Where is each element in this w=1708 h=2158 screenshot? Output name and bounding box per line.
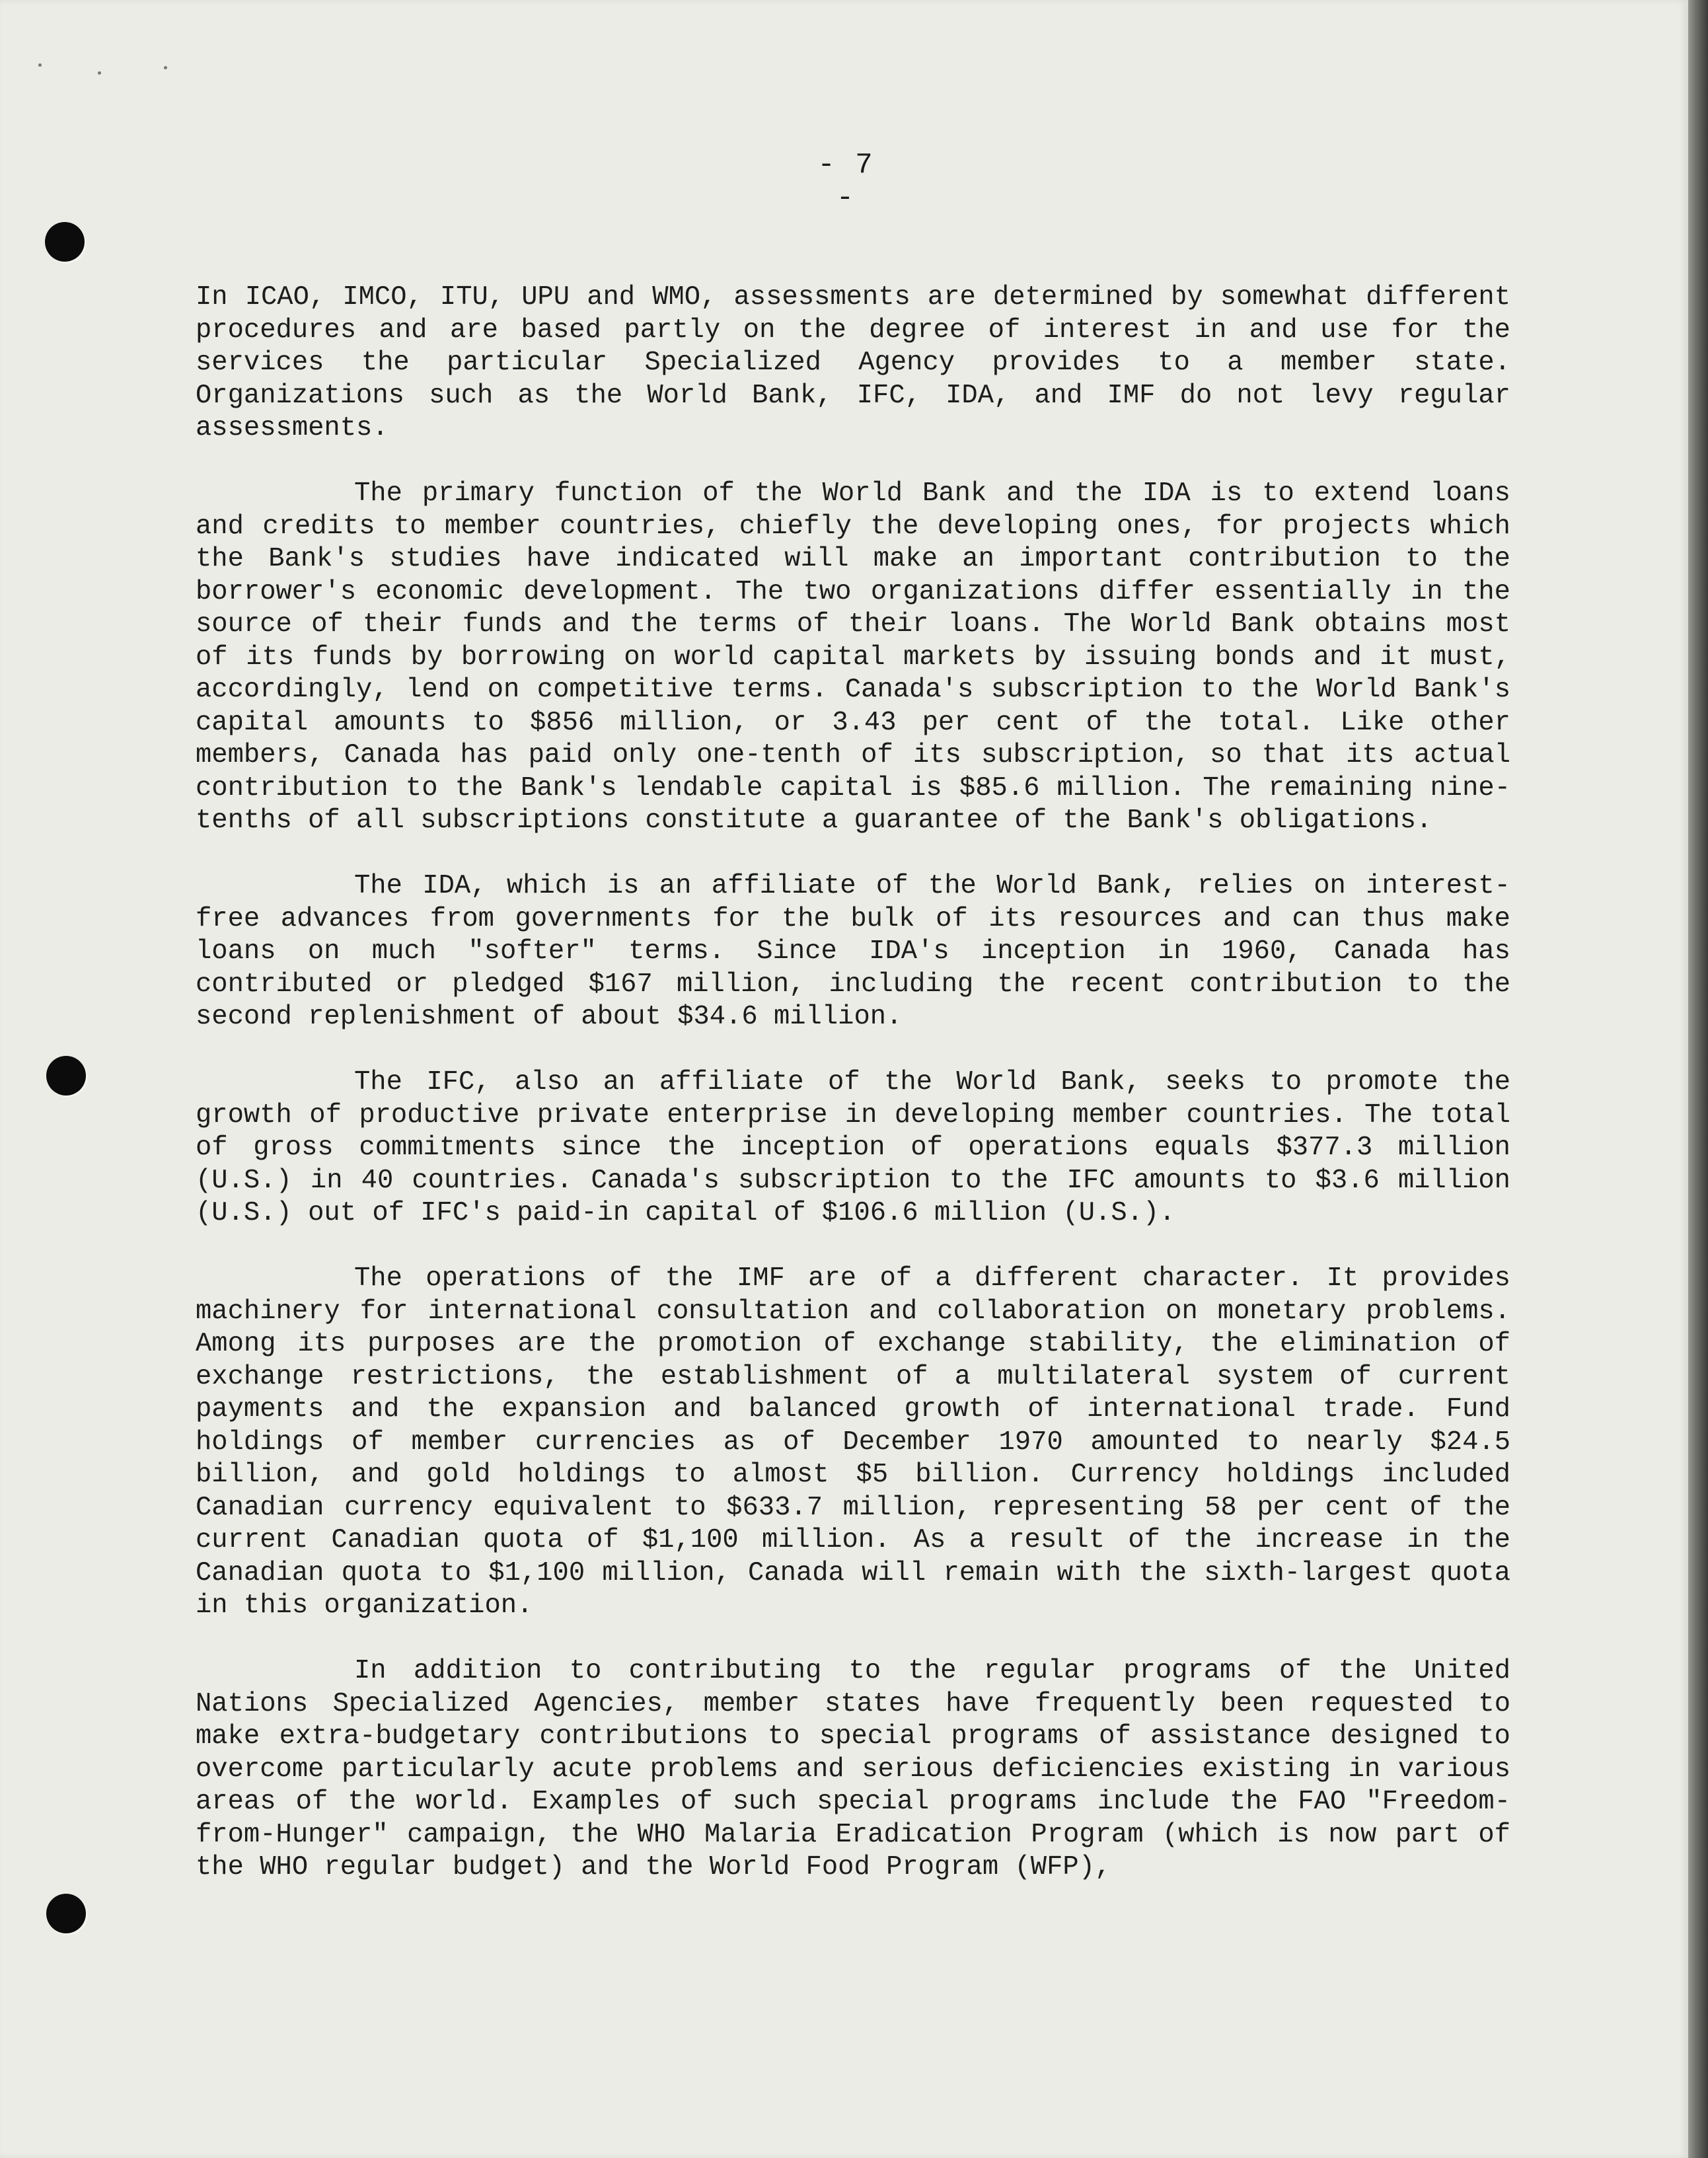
punch-hole-middle xyxy=(46,1056,86,1096)
paragraph-world-bank-ida: The primary function of the World Bank and the IDA is to extend loans and credits to member countries, chiefly the developing ones, for projects which the Bank's studies have indicated will make an important contribution to the borrower's economic development. The two organizations differ essentially in the source of their funds and the terms of their loans. The World Bank obtains most of its funds by borrowing on world capital markets by issuing bonds and it must, accordingly, lend on competitive terms. Canada's subscription to the World Bank's capital amounts to $856 million, or 3.43 per cent of the total. Like other members, Canada has paid only one-tenth of its subscription, so that its actual contribution to the Bank's lendable capital is $85.6 million. The remaining nine-tenths of all subscriptions constitute a guarantee of the Bank's obligations. xyxy=(196,478,1510,836)
paragraph-ida: The IDA, which is an affiliate of the World Bank, relies on interest-free advances from governments for the bulk of its resources and can thus make loans on much "softer" terms. Since IDA's inception in 1960, Canada has contributed or pledged $167 million, including the recent contribution to the second replenishment of about $34.6 million. xyxy=(196,871,1510,1032)
document-body xyxy=(196,281,1510,1917)
paper-speck xyxy=(38,63,42,67)
punch-hole-bottom xyxy=(46,1894,86,1933)
page-edge-shadow xyxy=(1688,0,1708,2158)
paper-speck xyxy=(98,71,101,75)
paragraph-ifc: The IFC, also an affiliate of the World Bank, seeks to promote the growth of productive private enterprise in developing member countries. The total of gross commitments since the inception of operations equals $377.3 million (U.S.) in 40 countries. Canada's subscription to the IFC amounts to $3.6 million (U.S.) out of IFC's paid-in capital of $106.6 million (U.S.). xyxy=(196,1067,1510,1228)
page-number: - 7 - xyxy=(817,149,874,215)
paper-speck xyxy=(164,66,167,69)
punch-hole-top xyxy=(45,222,85,262)
paragraph-imf: The operations of the IMF are of a different character. It provides machinery for international consultation and collaboration on monetary problems. Among its purposes are the promotion of exchange stability, the elimination of exchange restrictions, the establishment of a multilateral system of current payments and the expansion and balanced growth of international trade. Fund holdings of member currencies as of December 1970 amounted to nearly $24.5 billion, and gold holdings to almost $5 billion. Currency holdings included Canadian currency equivalent to $633.7 million, representing 58 per cent of the current Canadian quota of $1,100 million. As a result of the increase in the Canadian quota to $1,100 million, Canada will remain with the sixth-largest quota in this organization. xyxy=(196,1263,1510,1621)
paragraph-assessments: In ICAO, IMCO, ITU, UPU and WMO, assessments are determined by somewhat different procedures and are based partly on the degree of interest in and use for the services the particular Specialized Agency provides to a member state. Organizations such as the World Bank, IFC, IDA, and IMF do not levy regular assessments. xyxy=(196,282,1510,443)
paragraph-special-programs: In addition to contributing to the regular programs of the United Nations Specialized Agencies, member states have frequently been requested to make extra-budgetary contributions to special programs of assistance designed to overcome particularly acute problems and serious deficiencies existing in various areas of the world. Examples of such special programs include the FAO "Freedom-from-Hunger" campaign, the WHO Malaria Eradication Program (which is now part of the WHO regular budget) and the World Food Program (WFP), xyxy=(196,1656,1510,1882)
